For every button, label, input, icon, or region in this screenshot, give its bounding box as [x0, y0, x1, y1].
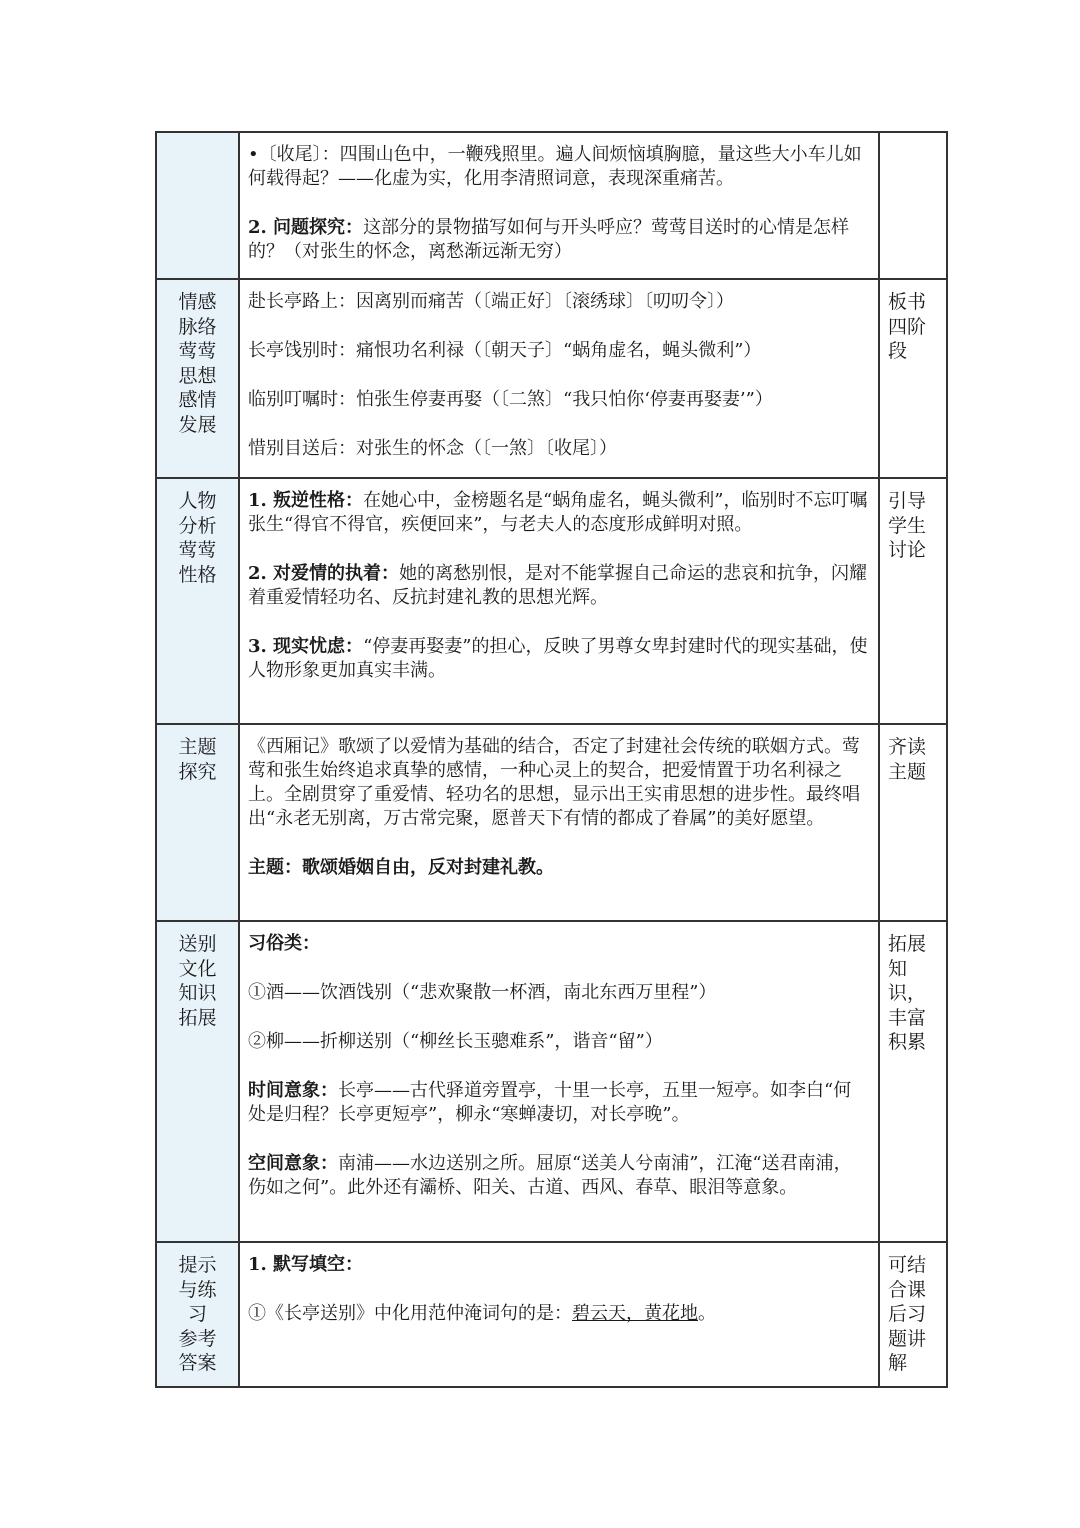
- lesson-plan-page: [155, 131, 926, 1388]
- theme-statement: 主题：歌颂婚姻自由，反对封建礼教。: [248, 857, 554, 878]
- content-paragraph: 临别叮嘱时：怕张生停妻再娶（〔二煞〕“我只怕你‘停妻再娶妻’”）: [248, 389, 773, 410]
- table-row: [156, 724, 947, 921]
- content-paragraph: ②柳——折柳送别（“柳丝长玉骢难系”，谐音“留”）: [248, 1031, 663, 1052]
- content-paragraph: 长亭饯别时：痛恨功名利禄（〔朝天子〕“蜗角虚名，蝇头微利”）: [248, 340, 762, 361]
- row-label-cell: 送别 文化 知识 拓展: [156, 921, 239, 1242]
- content-paragraph: 2. 问题探究：这部分的景物描写如何与开头呼应？莺莺目送时的心情是怎样的？（对张生的怀念，离愁渐远渐无穷）: [248, 217, 850, 262]
- row-note-cell: 板书 四阶 段: [879, 279, 947, 478]
- lesson-plan-table: [155, 131, 948, 1388]
- content-paragraph: 1. 默写填空：: [248, 1254, 364, 1275]
- table-row: [156, 1242, 947, 1387]
- row-note-cell: 可结 合课 后习 题讲 解: [879, 1242, 947, 1387]
- row-note-cell: 引导 学生 讨论: [879, 478, 947, 724]
- row-content-cell: [239, 132, 879, 279]
- table-row: [156, 478, 947, 724]
- row-label-cell: 主题 探究: [156, 724, 239, 921]
- row-content-cell: [239, 478, 879, 724]
- content-paragraph: •〔收尾〕：四围山色中，一鞭残照里。遍人间烦恼填胸臆，量这些大小车儿如何载得起？——化虚为实，化用李清照词意，表现深重痛苦。: [248, 144, 862, 189]
- content-paragraph: 《西厢记》歌颂了以爱情为基础的结合，否定了封建社会传统的联姻方式。莺莺和张生始终追求真挚的感情，一种心灵上的契合，把爱情置于功名利禄之上。全剧贯穿了重爱情、轻功名的思想，显示出王实甫思想的进步性。最终唱出“永老无别离，万古常完聚，愿普天下有情的都成了眷属”的美好愿望。: [248, 736, 860, 829]
- content-paragraph: ①酒——饮酒饯别（“悲欢聚散一杯酒，南北东西万里程”）: [248, 982, 717, 1003]
- table-row: [156, 279, 947, 478]
- content-paragraph: 赴长亭路上：因离别而痛苦（〔端正好〕〔滚绣球〕〔叨叨令〕）: [248, 291, 734, 312]
- row-content-cell: [239, 279, 879, 478]
- row-label-cell: 人物 分析 莺莺 性格: [156, 478, 239, 724]
- content-paragraph: 3. 现实忧虑：“停妻再娶妻”的担心，反映了男尊女卑封建时代的现实基础，使人物形象更加真实丰满。: [248, 636, 868, 681]
- row-label-cell: 情感 脉络 莺莺 思想 感情 发展: [156, 279, 239, 478]
- content-paragraph: 时间意象：长亭——古代驿道旁置亭，十里一长亭，五里一短亭。如李白“何处是归程？长亭更短亭”，柳永“寒蝉凄切，对长亭晚”。: [248, 1080, 852, 1125]
- row-label-cell: 提示 与练 习 参考 答案: [156, 1242, 239, 1387]
- row-content-cell: [239, 724, 879, 921]
- content-paragraph: 1. 叛逆性格：在她心中，金榜题名是“蜗角虚名，蝇头微利”，临别时不忘叮嘱张生“得官不得官，疾便回来”，与老夫人的态度形成鲜明对照。: [248, 490, 868, 535]
- answer-underlined: 碧云天，黄花地: [572, 1303, 698, 1324]
- content-paragraph: ①《长亭送别》中化用范仲淹词句的是：碧云天，黄花地。: [248, 1303, 716, 1324]
- row-content-cell: [239, 921, 879, 1242]
- row-note-cell: 齐读 主题: [879, 724, 947, 921]
- content-paragraph: 空间意象：南浦——水边送别之所。屈原“送美人兮南浦”，江淹“送君南浦，伤如之何”。此外还有灞桥、阳关、古道、西风、春草、眼泪等意象。: [248, 1153, 852, 1198]
- content-paragraph: 2. 对爱情的执着：她的离愁别恨，是对不能掌握自己命运的悲哀和抗争，闪耀着重爱情轻功名、反抗封建礼教的思想光辉。: [248, 563, 868, 608]
- content-paragraph: 惜别目送后：对张生的怀念（〔一煞〕〔收尾〕）: [248, 438, 617, 459]
- table-row: [156, 132, 947, 279]
- row-note-cell: [879, 132, 947, 279]
- row-label-cell: [156, 132, 239, 279]
- table-row: [156, 921, 947, 1242]
- content-paragraph: 习俗类：: [248, 933, 320, 954]
- row-note-cell: 拓展 知 识， 丰富 积累: [879, 921, 947, 1242]
- row-content-cell: [239, 1242, 879, 1387]
